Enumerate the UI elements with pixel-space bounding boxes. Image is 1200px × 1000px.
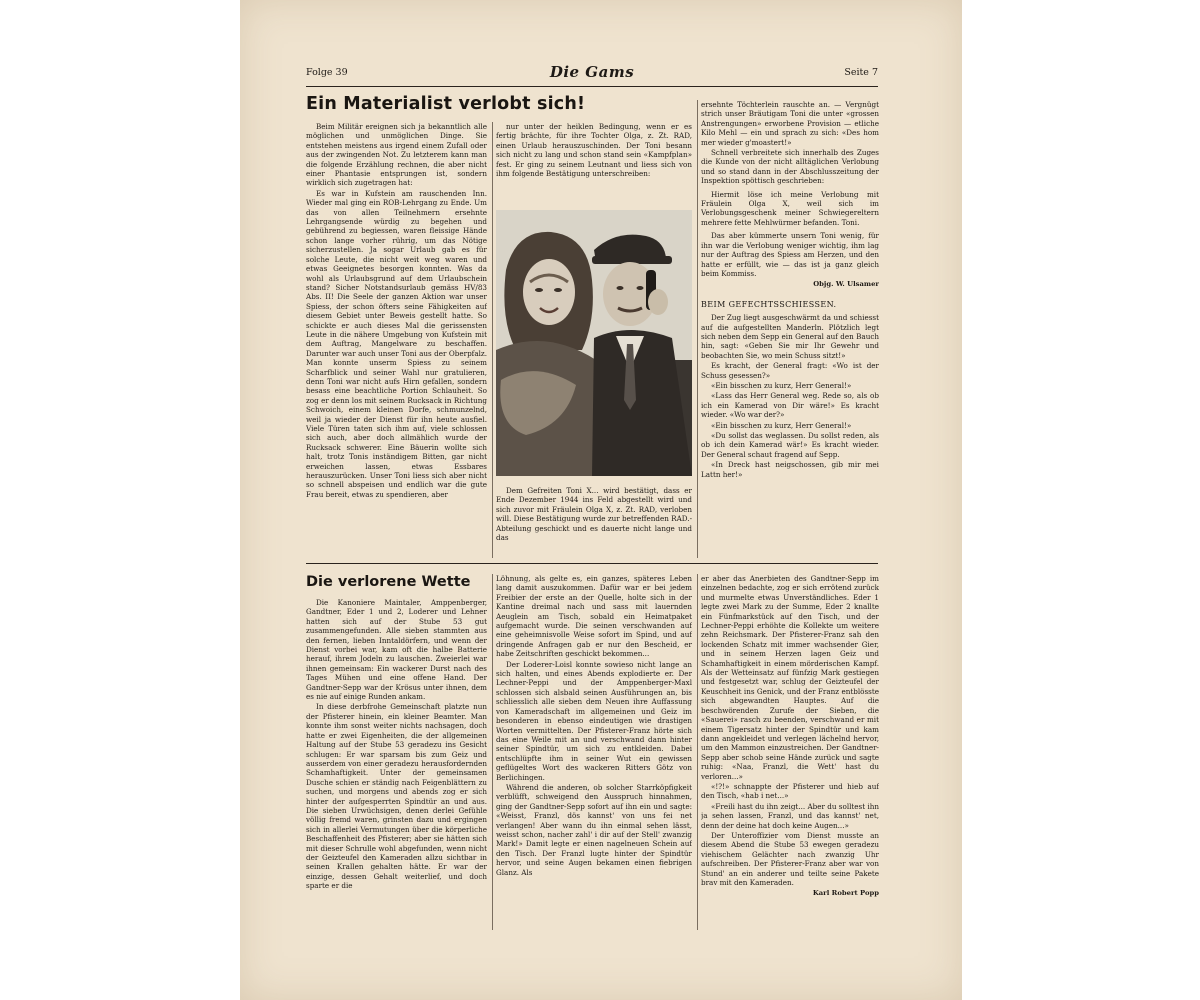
- paragraph: Beim Militär ereignen sich ja bekanntlich alle möglichen und unmöglichen Dinge. Sie entstehen meistens aus irgend einem Zufall oder aus der zwingenden Not. Zu letzterem kann man die folgende Erzählung rechnen, die aber nicht einer Phantasie entsprungen ist, sondern wirklich sich zugetragen hat:: [306, 122, 487, 188]
- newspaper-title: Die Gams: [549, 63, 635, 81]
- paragraph: «In Dreck hast neigschossen, gib mir mei Lattn her!»: [701, 460, 879, 479]
- paragraph: Dem Gefreiten Toni X... wird bestätigt, dass er Ende Dezember 1944 ins Feld abgestellt wird und sich zuvor mit Fräulein Olga X, z. Zt. RAD, verloben will. Diese Bestätigung wurde zur betreffenden RAD.-Abteilung geschickt und es dauerte nicht lange und das: [496, 486, 692, 543]
- page-number: Seite 7: [844, 67, 878, 78]
- paragraph: «Ein bisschen zu kurz, Herr General!»: [711, 420, 852, 430]
- column-rule: [492, 574, 493, 930]
- photo-couple-telephone: [496, 210, 692, 476]
- paragraph: «Ein bisschen zu kurz, Herr General!»: [711, 380, 852, 390]
- page-header: [306, 65, 878, 87]
- article3-column-1: [306, 598, 487, 930]
- paragraph: Es war in Kufstein am rauschenden Inn. Wieder mal ging ein ROB-Lehrgang zu Ende. Um das von allen Teilnehmern ersehnte Lehrgangsende würdig zu begehen und gebührend zu begiessen, waren fleissige Hände schon lange vorher rührig, um das Nötige sicherzustellen. Ja sogar Urlaub gab es für solche Leute, die nicht weit weg waren und etwas Geeignetes besorgen konnten. Was da wohl als Urlaubsgrund auf dem Urlaubschein stand? Sicher Notstandsurlaub gemäss HV/83 Abs. II! Die Seele der ganzen Aktion war unser Spiess, der schon öfters seine Fähigkeiten auf diesem Gebiet unter Beweis gestellt hatte. So schickte er auch dieses Mal die gerissensten Leute in die nähere Umgebung von Kufstein mit dem Auftrag, Mangelware zu beschaffen. Darunter war auch unser Toni aus der Oberpfalz. Man konnte unserm Spiess zu seinem Scharfblick und seiner Wahl nur gratulieren, denn Toni war nicht aufs Hirn gefallen, sondern besass eine beachtliche Portion Schlauheit. So zog er denn los mit seinem Rucksack in Richtung Schwoich, einem kleinen Dorfe, schmunzelnd, weil ja wieder der Dienst für ihn heute ausfiel. Viele Türen taten sich ihm auf, viele schlossen sich auch, aber doch allmählich wurde der Rucksack schwerer. Eine Bäuerin wollte sich halt, trotz Tonis inständigem Bitten, gar nicht erweichen lassen, etwas Essbares herauszurücken. Unser Toni liess sich aber nicht so schnell abspeisen und endlich war die gute Frau bereit, etwas zu spendieren, aber: [306, 188, 487, 499]
- photo-illustration: [496, 210, 692, 476]
- article1-column-2-top: [496, 122, 692, 208]
- paragraph: Der Unteroffizier vom Dienst musste an diesem Abend die Stube 53 ewegen geradezu viehischem Gelächter nach zwanzig Uhr aufschreiben. Der Pfisterer-Franz aber war von Stund' an ein anderer und teilte seine Pakete brav mit den Kameraden.: [701, 830, 879, 887]
- column-rule: [697, 100, 698, 558]
- paragraph: Hiermit löse ich meine Verlobung mit Fräulein Olga X, weil sich im Verlobungsgeschenk meiner Schwiegereltern mehrere fette Mehlwürmer befanden. Toni.: [701, 189, 879, 227]
- paragraph: «!?!» schnappte der Pfisterer und hieb auf den Tisch, «hab i net...»: [701, 781, 879, 801]
- issue-number: Folge 39: [306, 67, 348, 78]
- column-rule: [492, 122, 493, 558]
- paragraph: Schnell verbreitete sich innerhalb des Zuges die Kunde von der nicht alltäglichen Verlobung und so stand dann in der Abschlusszeitung der Inspektion spöttisch geschrieben:: [701, 148, 879, 186]
- article-title-materialist: Ein Materialist verlobt sich!: [306, 94, 586, 114]
- paragraph: Löhnung, als gelte es, ein ganzes, späteres Leben lang damit auszukommen. Dafür war er bei jedem Freibier der erste an der Quelle, holte sich in der Kantine dreimal nach und sass mit lauernden Aeuglein am Tisch, sobald ein Heimatpaket aufgemacht wurde. Die seinen verschwanden auf eine geheimnisvolle Weise sofort im Spind, und auf dringende Anfragen gab er nur den Bescheid, er habe Zeitschriften geschickt bekommen...: [496, 574, 692, 659]
- section-divider: [306, 563, 878, 564]
- article3-column-3: [701, 574, 879, 930]
- paragraph: Der Zug liegt ausgeschwärmt da und schiesst auf die aufgestellten Manderln. Plötzlich legt sich neben dem Sepp ein General auf den Bauch hin, sagt: «Geben Sie mir Ihr Gewehr und beobachten Sie, wo mein Schuss sitzt!»: [701, 313, 879, 360]
- newspaper-page: [240, 0, 962, 1000]
- paragraph: «Lass das Herr General weg. Rede so, als ob ich ein Kamerad von Dir wäre!» Es kracht wieder. «Wo war der?»: [701, 391, 879, 420]
- paragraph: «Du sollst das weglassen. Du sollst reden, als ob ich dein Kamerad wär!» Es kracht wieder. Der General schaut fragend auf Sepp.: [701, 431, 879, 459]
- paragraph: «Freili hast du ihn zeigt... Aber du solltest ihn ja sehen lassen, Franzl, und das kannst' net, denn der deine hat doch keine Augen...»: [701, 801, 879, 830]
- column-rule: [697, 574, 698, 930]
- article3-author: Karl Robert Popp: [812, 889, 879, 898]
- paragraph: Während die anderen, ob solcher Starrköpfigkeit verblüfft, schweigend den Ausspruch hinnahmen, ging der Gandtner-Sepp sofort auf ihn ein und sagte: «Weisst, Franzl, dös kannst' von uns fei net verlangen! Aber wann du ihn einmal sehen lässt, weisst schon, nacher zahl' i dir auf der Stell' zwanzig Mark!» Damit legte er einen nagelneuen Schein auf den Tisch. Der Franzl lugte hinter der Spindtür hervor, und seine Augen bekamen einen fiebrigen Glanz. Als: [496, 782, 692, 877]
- article-title-verlorene-wette: Die verlorene Wette: [306, 574, 471, 590]
- paragraph: Das aber kümmerte unsern Toni wenig, für ihn war die Verlobung weniger wichtig, ihm lag nur der Auftrag des Spiess am Herzen, und den hatte er erfüllt, wie — das ist ja ganz gleich beim Kommiss.: [701, 231, 879, 278]
- paragraph: Es kracht, der General fragt: «Wo ist der Schuss gesessen?»: [701, 361, 879, 380]
- paragraph: Der Loderer-Loisl konnte sowieso nicht lange an sich halten, und eines Abends explodierte er. Der Lechner-Peppi und der Amppenberger-Maxl schlossen sich alsbald seinen Ausführungen an, bis schliesslich alle sieben dem Neuen ihre Auffassung von Kameradschaft im allgemeinen und Geiz im besonderen in ebenso eindeutigen wie drastigen Worten vermittelten. Der Pfisterer-Franz hörte sich das eine Weile mit an und verschwand dann hinter seiner Spindtür, um sich zu entkleiden. Dabei entschlüpfte ihm in seiner Wut ein gewissen geflügeltes Wort des wackeren Ritters Götz von Berlichingen.: [496, 659, 692, 782]
- article2-heading: BEIM GEFECHTSSCHIESSEN.: [701, 299, 837, 309]
- paragraph: nur unter der heiklen Bedingung, wenn er es fertig brächte, für ihre Tochter Olga, z. Zt. RAD, einen Urlaub herauszuschinden. Der Toni besann sich nicht zu lang und schon stand sein «Kampfplan» fest. Er ging zu seinem Leutnant und liess sich von ihm folgende Bestätigung unterschreiben:: [496, 122, 692, 179]
- article1-column-2-bottom: [496, 486, 692, 558]
- article3-column-2: [496, 574, 692, 930]
- paragraph: In diese derbfrohe Gemeinschaft platzte nun der Pfisterer hinein, ein kleiner Beamter. Man konnte ihm sonst weiter nichts nachsagen, doch hatte er zwei Eigenheiten, die der allgemeinen Haltung auf der Stube 53 geradezu ins Gesicht schlugen: Er war sparsam bis zum Geiz und ausserdem von einer geradezu herausfordernden Schamhaftigkeit. Unter der gemeinsamen Dusche schien er ständig nach Feigenblättern zu suchen, und morgens und abends zog er sich hinter der aufgesperrten Spindtür an und aus. Die sieben Urwüchsigen, denen derlei Gefühle völlig fremd waren, grinsten dazu und ergingen sich in allerlei Vermutungen über die körperliche Beschaffenheit des Pfisterer; aber sie hätten sich mit dieser Schrulle wohl abgefunden, wenn nicht der Geizteufel den Kameraden allzu sichtbar in seinen Krallen gehalten hätte. Er war der einzige, dessen Gehalt weiterlief, und doch sparte er die: [306, 702, 487, 891]
- article1-author: Objg. W. Ulsamer: [813, 280, 879, 289]
- article1-column-1: [306, 122, 487, 559]
- paragraph: ersehnte Töchterlein rauschte an. — Vergnügt strich unser Bräutigam Toni die unter «grossen Anstrengungen» erworbene Provision — etliche Kilo Mehl — ein und sprach zu sich: «Des hom mer wieder g'moastert!»: [701, 100, 879, 147]
- paragraph: er aber das Anerbieten des Gandtner-Sepp im einzelnen bedachte, zog er sich errötend zurück und murmelte etwas Unverständliches. Eder 1 legte zwei Mark zu der Summe, Eder 2 knallte ein Fünfmarkstück auf den Tisch, und der Lechner-Peppi erhöhte die Kollekte um weitere zehn Reichsmark. Der Pfisterer-Franz sah den lockenden Schatz mit immer wachsender Gier, und in seinem Herzen lagen Geiz und Schamhaftigkeit in einem mörderischen Kampf. Als der Wetteinsatz auf fünfzig Mark gestiegen und festgesetzt war, schlug der Geizteufel der Keuschheit ins Genick, und der Franz entblösste sich abgewandten Hauptes. Auf die beschwörenden Zurufe der Sieben, die «Sauerei» rasch zu beenden, verschwand er mit einem Tigersatz hinter der Spindtür und kam dann angekleidet und verlegen lächelnd hervor, um den Mammon einzustreichen. Der Gandtner-Sepp aber schob seine Hände zurück und sagte ruhig: «Naa, Franzl, die Wett' hast du verloren...»: [701, 574, 879, 781]
- article1-column-3: [701, 100, 879, 559]
- paragraph: Die Kanoniere Maintaler, Amppenberger, Gandtner, Eder 1 und 2, Loderer und Lehner hatten sich auf der Stube 53 gut zusammengefunden. Alle sieben stammten aus den fernen, lieben Inntaldörfern, und wenn der Dienst vorbei war, kam oft die halbe Batterie herauf, ihrem Jodeln zu lauschen. Zweierlei war ihnen gemeinsam: Ein wackerer Durst nach des Tages Mühen und eine offene Hand. Der Gandtner-Sepp war der Krösus unter ihnen, dem es nie auf einige Runden ankam.: [306, 598, 487, 702]
